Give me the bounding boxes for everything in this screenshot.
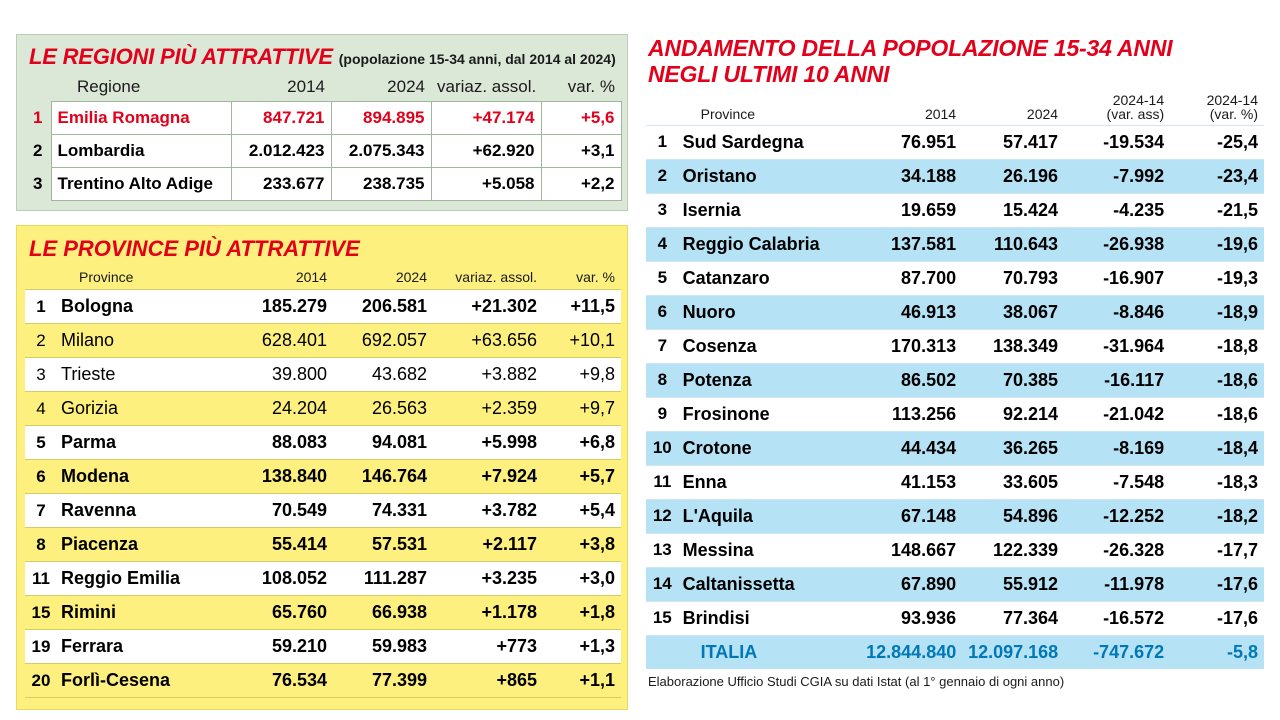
table-row <box>25 528 621 562</box>
row-2024: 43.682 <box>333 358 433 392</box>
trend-table <box>646 90 1264 669</box>
row-2024: 146.764 <box>333 460 433 494</box>
regions-header-name: Regione <box>77 77 141 97</box>
row-2014: 86.502 <box>860 363 962 397</box>
row-2014: 233.677 <box>231 168 331 201</box>
row-name: Isernia <box>679 193 861 227</box>
row-2014: 185.279 <box>233 290 333 324</box>
row-abs: +3.782 <box>433 494 543 528</box>
row-rank: 2 <box>25 324 57 358</box>
row-pct: -18,4 <box>1170 431 1264 465</box>
row-rank: 15 <box>25 596 57 630</box>
row-abs: -16.907 <box>1064 261 1170 295</box>
table-row <box>25 664 621 698</box>
row-name: Sud Sardegna <box>679 125 861 159</box>
row-2014: 87.700 <box>860 261 962 295</box>
table-row <box>646 329 1264 363</box>
row-abs: +2.117 <box>433 528 543 562</box>
row-pct: +9,8 <box>543 358 621 392</box>
provinces-header-abs: variaz. assol. <box>433 266 543 290</box>
row-name: Bologna <box>57 290 233 324</box>
row-rank: 3 <box>33 174 43 194</box>
row-abs: +3.235 <box>433 562 543 596</box>
row-abs: -8.169 <box>1064 431 1170 465</box>
row-2024: 110.643 <box>962 227 1064 261</box>
row-2024: 138.349 <box>962 329 1064 363</box>
row-2014: 44.434 <box>860 431 962 465</box>
table-row <box>25 102 621 135</box>
row-2014: 628.401 <box>233 324 333 358</box>
row-2024: 92.214 <box>962 397 1064 431</box>
left-column <box>16 34 628 710</box>
regions-header-abs: variaz. assol. <box>437 77 537 97</box>
row-pct: +1,1 <box>543 664 621 698</box>
row-rank: 6 <box>646 295 679 329</box>
row-2024: 111.287 <box>333 562 433 596</box>
row-2014: 138.840 <box>233 460 333 494</box>
row-abs: -11.978 <box>1064 567 1170 601</box>
row-2024: 26.563 <box>333 392 433 426</box>
regions-header-pct: var. % <box>567 77 615 97</box>
provinces-header-row <box>25 266 621 290</box>
row-2024: 894.895 <box>331 102 431 135</box>
row-pct: -18,9 <box>1170 295 1264 329</box>
row-abs: +5.058 <box>431 168 541 201</box>
trend-header-2014: 2014 <box>860 90 962 126</box>
row-abs: -16.572 <box>1064 601 1170 635</box>
provinces-panel <box>16 225 628 710</box>
row-abs: -4.235 <box>1064 193 1170 227</box>
row-rank: 8 <box>25 528 57 562</box>
table-row <box>25 630 621 664</box>
row-rank: 6 <box>25 460 57 494</box>
row-abs: -12.252 <box>1064 499 1170 533</box>
row-pct: -23,4 <box>1170 159 1264 193</box>
table-row <box>25 290 621 324</box>
regions-header-row <box>25 74 621 102</box>
row-name: Gorizia <box>57 392 233 426</box>
row-pct: -19,3 <box>1170 261 1264 295</box>
row-name: Piacenza <box>57 528 233 562</box>
row-pct: -18,6 <box>1170 363 1264 397</box>
row-rank: 3 <box>646 193 679 227</box>
row-2014: 2.012.423 <box>231 135 331 168</box>
trend-header-pct-line2: (var. %) <box>1209 106 1258 123</box>
source-note: Elaborazione Ufficio Studi CGIA su dati Istat (al 1° gennaio di ogni anno) <box>648 673 1065 689</box>
row-rank: 5 <box>25 426 57 460</box>
table-row <box>646 159 1264 193</box>
table-row <box>25 392 621 426</box>
row-2024: 94.081 <box>333 426 433 460</box>
row-2014: 847.721 <box>231 102 331 135</box>
provinces-header-2014: 2014 <box>233 266 333 290</box>
row-pct: +5,7 <box>543 460 621 494</box>
row-rank: 3 <box>25 358 57 392</box>
row-2024: 26.196 <box>962 159 1064 193</box>
row-rank: 11 <box>25 562 57 596</box>
table-row <box>646 295 1264 329</box>
row-2014: 67.148 <box>860 499 962 533</box>
row-2024: 57.417 <box>962 125 1064 159</box>
row-name: Crotone <box>679 431 861 465</box>
row-rank: 1 <box>25 290 57 324</box>
row-abs: -31.964 <box>1064 329 1170 363</box>
row-2024: 77.364 <box>962 601 1064 635</box>
row-name: Potenza <box>679 363 861 397</box>
row-2024: 692.057 <box>333 324 433 358</box>
row-pct: +3,1 <box>541 135 621 168</box>
row-2024: 54.896 <box>962 499 1064 533</box>
total-abs: -747.672 <box>1064 635 1170 669</box>
row-2014: 65.760 <box>233 596 333 630</box>
row-name: Reggio Calabria <box>679 227 861 261</box>
row-2014: 137.581 <box>860 227 962 261</box>
total-2014: 12.844.840 <box>860 635 962 669</box>
row-rank: 13 <box>646 533 679 567</box>
row-abs: +7.924 <box>433 460 543 494</box>
row-abs: +865 <box>433 664 543 698</box>
row-abs: +3.882 <box>433 358 543 392</box>
row-pct: +11,5 <box>543 290 621 324</box>
row-name: Nuoro <box>679 295 861 329</box>
row-abs: -19.534 <box>1064 125 1170 159</box>
row-2014: 41.153 <box>860 465 962 499</box>
row-abs: -16.117 <box>1064 363 1170 397</box>
row-2014: 67.890 <box>860 567 962 601</box>
total-pct: -5,8 <box>1170 635 1264 669</box>
row-pct: +5,6 <box>541 102 621 135</box>
table-row <box>25 135 621 168</box>
row-name: Oristano <box>679 159 861 193</box>
row-2014: 39.800 <box>233 358 333 392</box>
row-name: Frosinone <box>679 397 861 431</box>
table-row <box>646 363 1264 397</box>
row-2024: 36.265 <box>962 431 1064 465</box>
row-2014: 148.667 <box>860 533 962 567</box>
row-name: Forlì-Cesena <box>57 664 233 698</box>
row-rank: 12 <box>646 499 679 533</box>
row-2014: 46.913 <box>860 295 962 329</box>
row-name: Reggio Emilia <box>57 562 233 596</box>
provinces-header-rank <box>25 266 57 290</box>
row-2024: 74.331 <box>333 494 433 528</box>
row-abs: +1.178 <box>433 596 543 630</box>
trend-header-abs <box>1064 90 1170 126</box>
row-pct: +3,0 <box>543 562 621 596</box>
row-abs: +47.174 <box>431 102 541 135</box>
row-abs: +773 <box>433 630 543 664</box>
row-pct: -25,4 <box>1170 125 1264 159</box>
row-pct: -18,3 <box>1170 465 1264 499</box>
trend-header-pct <box>1170 90 1264 126</box>
row-rank: 10 <box>646 431 679 465</box>
row-rank: 8 <box>646 363 679 397</box>
provinces-table <box>25 266 621 698</box>
row-2024: 57.531 <box>333 528 433 562</box>
row-name: L'Aquila <box>679 499 861 533</box>
table-row <box>646 261 1264 295</box>
row-2024: 38.067 <box>962 295 1064 329</box>
row-rank: 2 <box>33 141 43 161</box>
row-pct: +1,8 <box>543 596 621 630</box>
row-2024: 15.424 <box>962 193 1064 227</box>
trend-header-row <box>646 90 1264 126</box>
table-row <box>25 596 621 630</box>
row-rank: 1 <box>646 125 679 159</box>
table-row <box>25 324 621 358</box>
row-name: Caltanissetta <box>679 567 861 601</box>
row-pct: +1,3 <box>543 630 621 664</box>
row-2024: 70.793 <box>962 261 1064 295</box>
row-pct: -17,7 <box>1170 533 1264 567</box>
row-abs: +5.998 <box>433 426 543 460</box>
row-abs: -26.938 <box>1064 227 1170 261</box>
row-pct: -17,6 <box>1170 601 1264 635</box>
row-rank: 19 <box>25 630 57 664</box>
row-2024: 70.385 <box>962 363 1064 397</box>
row-name: Lombardia <box>51 135 231 168</box>
provinces-header-2024: 2024 <box>333 266 433 290</box>
table-row <box>25 562 621 596</box>
trend-title <box>648 36 1264 88</box>
row-rank: 20 <box>25 664 57 698</box>
table-row <box>646 125 1264 159</box>
row-name: Catanzaro <box>679 261 861 295</box>
row-name: Parma <box>57 426 233 460</box>
trend-header-name: Province <box>679 90 861 126</box>
row-2024: 77.399 <box>333 664 433 698</box>
row-abs: +62.920 <box>431 135 541 168</box>
regions-subtitle: (popolazione 15-34 anni, dal 2014 al 2024) <box>338 51 616 67</box>
row-2014: 34.188 <box>860 159 962 193</box>
row-name: Ferrara <box>57 630 233 664</box>
row-abs: +63.656 <box>433 324 543 358</box>
row-2014: 108.052 <box>233 562 333 596</box>
regions-table <box>25 74 622 201</box>
trend-header-pct-line1: 2024-14 <box>1206 91 1258 108</box>
trend-panel <box>646 34 1264 710</box>
row-2024: 122.339 <box>962 533 1064 567</box>
regions-header-2014: 2014 <box>287 77 325 97</box>
table-row <box>646 567 1264 601</box>
row-2014: 113.256 <box>860 397 962 431</box>
row-abs: +21.302 <box>433 290 543 324</box>
trend-header-rank <box>646 90 679 126</box>
row-name: Messina <box>679 533 861 567</box>
table-row <box>646 533 1264 567</box>
trend-header-abs-line2: (var. ass) <box>1106 106 1165 123</box>
trend-header-2024: 2024 <box>962 90 1064 126</box>
row-2014: 76.951 <box>860 125 962 159</box>
table-row-total <box>646 635 1264 669</box>
table-row <box>25 358 621 392</box>
row-rank: 9 <box>646 397 679 431</box>
row-2014: 70.549 <box>233 494 333 528</box>
row-abs: +2.359 <box>433 392 543 426</box>
row-name: Trieste <box>57 358 233 392</box>
row-2014: 170.313 <box>860 329 962 363</box>
row-rank: 4 <box>25 392 57 426</box>
table-row <box>646 431 1264 465</box>
row-name: Cosenza <box>679 329 861 363</box>
regions-header-2024: 2024 <box>387 77 425 97</box>
row-2014: 19.659 <box>860 193 962 227</box>
provinces-header-pct: var. % <box>543 266 621 290</box>
row-pct: -18,2 <box>1170 499 1264 533</box>
row-name: Milano <box>57 324 233 358</box>
row-rank: 14 <box>646 567 679 601</box>
row-2024: 2.075.343 <box>331 135 431 168</box>
row-rank: 2 <box>646 159 679 193</box>
table-row <box>646 499 1264 533</box>
row-name: Brindisi <box>679 601 861 635</box>
row-pct: +3,8 <box>543 528 621 562</box>
row-2014: 93.936 <box>860 601 962 635</box>
row-pct: +5,4 <box>543 494 621 528</box>
row-rank: 11 <box>646 465 679 499</box>
row-name: Trentino Alto Adige <box>51 168 231 201</box>
row-abs: -7.548 <box>1064 465 1170 499</box>
table-row <box>25 168 621 201</box>
provinces-header-name: Province <box>57 266 233 290</box>
row-abs: -26.328 <box>1064 533 1170 567</box>
row-abs: -21.042 <box>1064 397 1170 431</box>
total-2024: 12.097.168 <box>962 635 1064 669</box>
trend-header-abs-line1: 2024-14 <box>1112 91 1165 108</box>
row-pct: +2,2 <box>541 168 621 201</box>
row-rank: 7 <box>646 329 679 363</box>
row-pct: -18,6 <box>1170 397 1264 431</box>
row-pct: -18,8 <box>1170 329 1264 363</box>
row-abs: -7.992 <box>1064 159 1170 193</box>
row-pct: +6,8 <box>543 426 621 460</box>
row-rank: 15 <box>646 601 679 635</box>
row-rank: 4 <box>646 227 679 261</box>
regions-title <box>29 45 619 68</box>
provinces-title: LE PROVINCE PIÙ ATTRATTIVE <box>29 236 360 262</box>
row-name: Rimini <box>57 596 233 630</box>
row-2014: 55.414 <box>233 528 333 562</box>
table-row <box>646 465 1264 499</box>
row-abs: -8.846 <box>1064 295 1170 329</box>
table-row <box>646 397 1264 431</box>
table-row <box>25 494 621 528</box>
row-2024: 33.605 <box>962 465 1064 499</box>
row-name: Modena <box>57 460 233 494</box>
total-rank <box>646 635 679 669</box>
trend-title-line1: ANDAMENTO DELLA POPOLAZIONE 15-34 ANNI <box>648 35 1173 61</box>
table-row <box>646 227 1264 261</box>
row-rank: 5 <box>646 261 679 295</box>
trend-title-line2: NEGLI ULTIMI 10 ANNI <box>648 60 890 87</box>
row-2014: 76.534 <box>233 664 333 698</box>
row-2014: 88.083 <box>233 426 333 460</box>
row-2024: 238.735 <box>331 168 431 201</box>
table-row <box>25 460 621 494</box>
row-name: Emilia Romagna <box>51 102 231 135</box>
row-pct: +10,1 <box>543 324 621 358</box>
row-pct: -17,6 <box>1170 567 1264 601</box>
row-2014: 59.210 <box>233 630 333 664</box>
row-name: Ravenna <box>57 494 233 528</box>
row-rank: 7 <box>25 494 57 528</box>
row-rank: 1 <box>33 108 43 128</box>
row-2024: 66.938 <box>333 596 433 630</box>
table-row <box>25 426 621 460</box>
row-pct: -19,6 <box>1170 227 1264 261</box>
regions-panel <box>16 34 628 211</box>
row-2014: 24.204 <box>233 392 333 426</box>
row-pct: +9,7 <box>543 392 621 426</box>
row-2024: 59.983 <box>333 630 433 664</box>
row-pct: -21,5 <box>1170 193 1264 227</box>
regions-title-text: LE REGIONI PIÙ ATTRATTIVE <box>29 44 333 69</box>
table-row <box>646 193 1264 227</box>
total-name: ITALIA <box>679 635 861 669</box>
row-name: Enna <box>679 465 861 499</box>
row-2024: 206.581 <box>333 290 433 324</box>
regions-header-rank <box>25 74 51 102</box>
table-row <box>646 601 1264 635</box>
row-2024: 55.912 <box>962 567 1064 601</box>
